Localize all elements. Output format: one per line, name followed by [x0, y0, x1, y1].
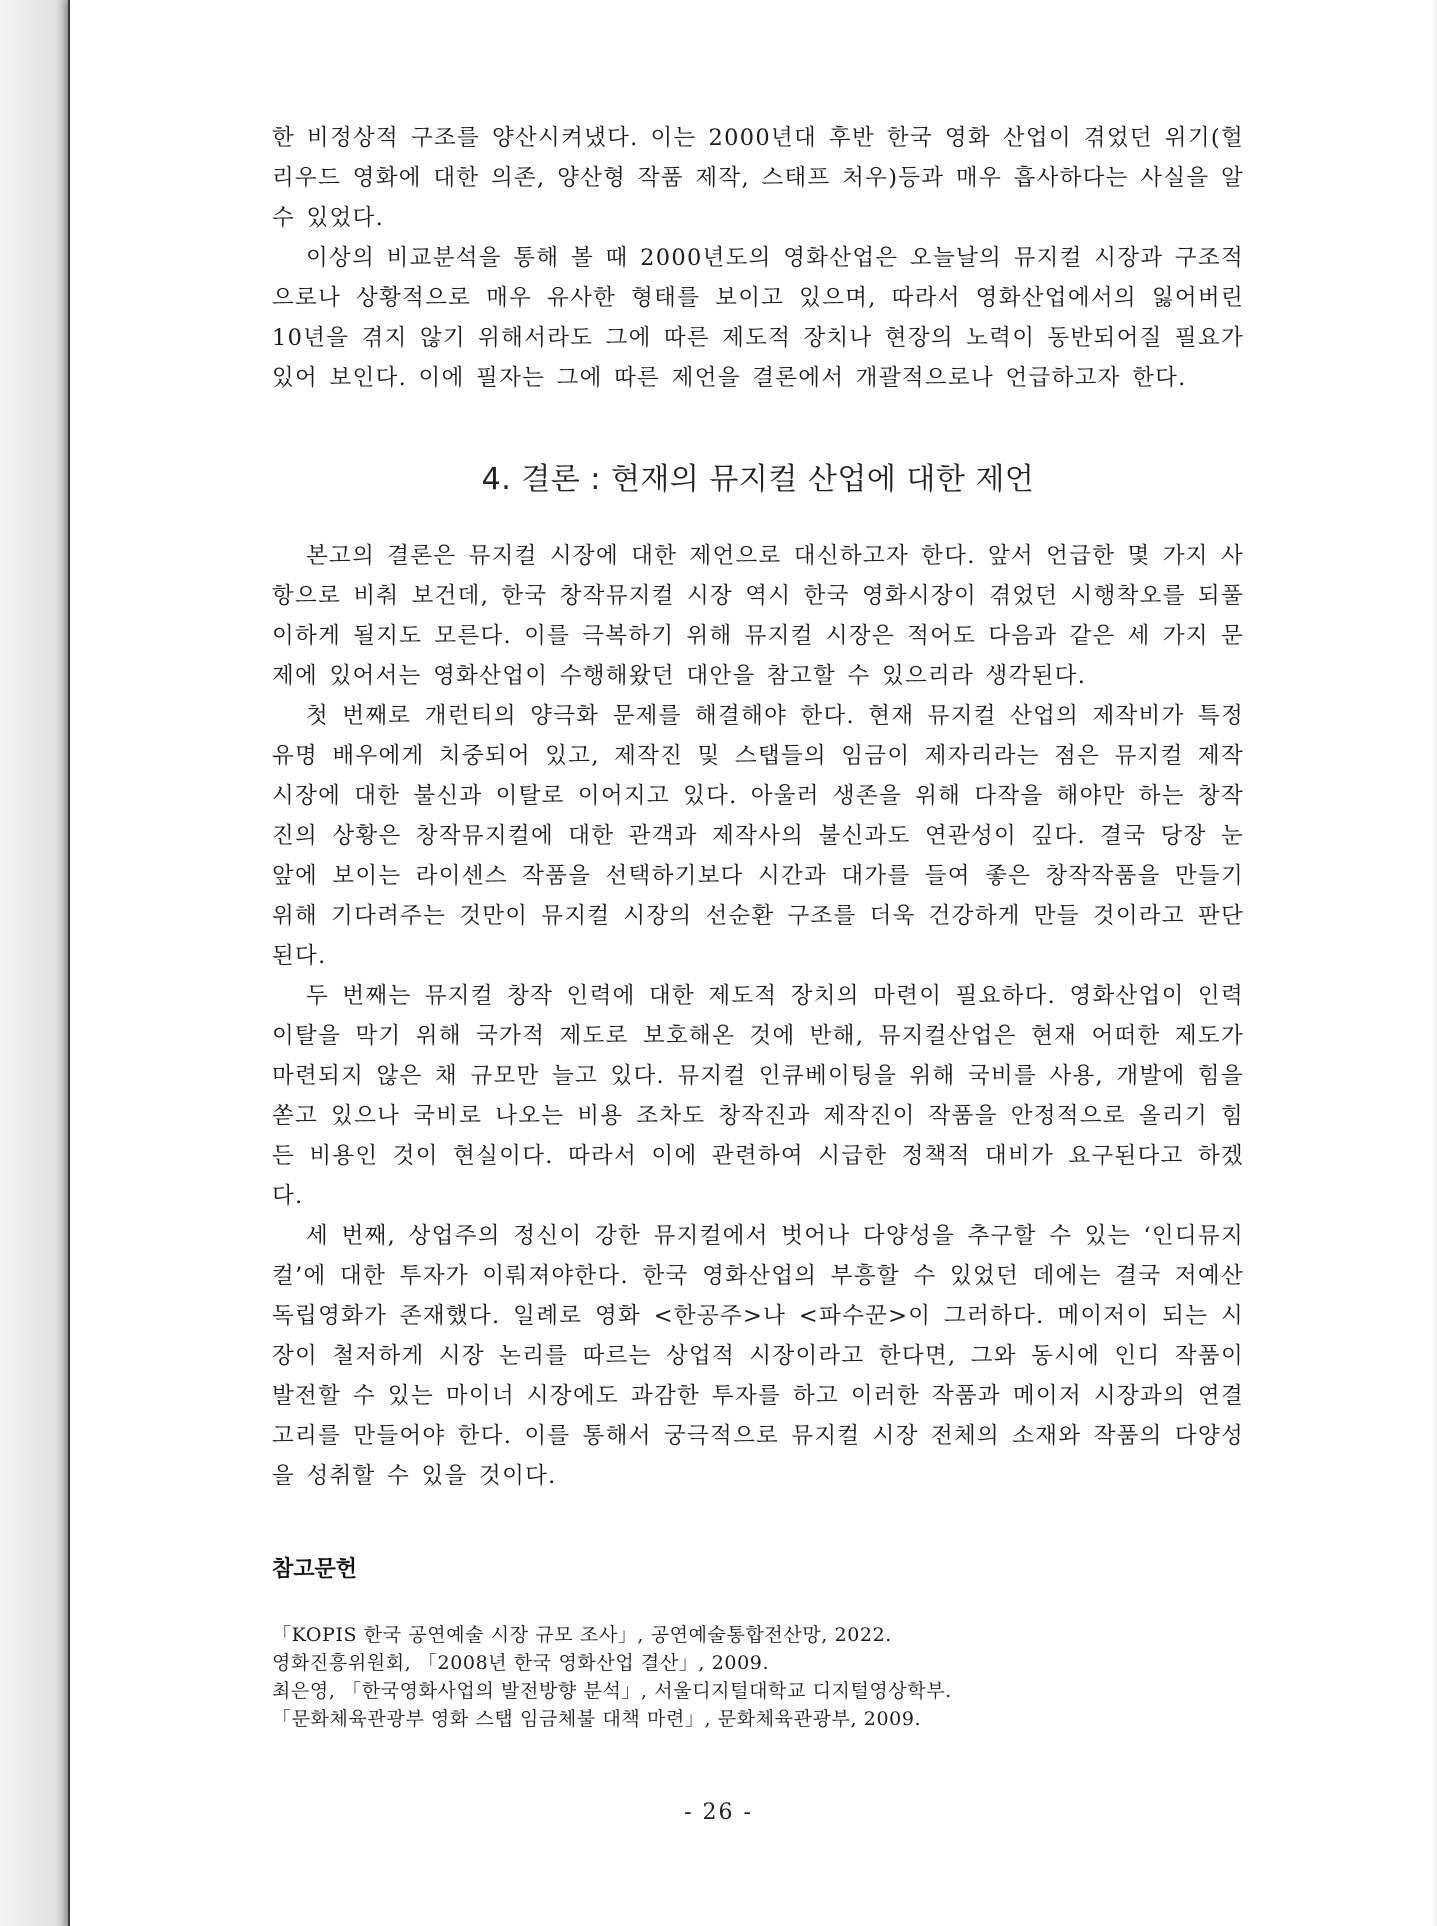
page-edge: [1433, 0, 1437, 1926]
conclusion-paragraph-4: 세 번째, 상업주의 정신이 강한 뮤지컬에서 벗어나 다양성을 추구할 수 있는 ‘인디뮤지컬’에 대한 투자가 이뤄져야한다. 한국 영화산업의 부흥할 수 있었던 데에는 결국 저예산 독립영화가 존재했다. 일례로 영화 <한공주>나 <파수꾼>이 그러하다. 메이저이 되는 시장이 철저하게 시장 논리를 따르는 상업적 시장이라고 한다면, 그와 동시에 인디 작품이 발전할 수 있는 마이너 시장에도 과감한 투자를 하고 이러한 작품과 메이저 시장과의 연결고리를 만들어야 한다. 이를 통해서 궁극적으로 뮤지컬 시장 전체의 소재와 작품의 다양성을 성취할 수 있을 것이다.: [272, 1223, 1244, 1489]
intro-paragraph-2: 이상의 비교분석을 통해 볼 때 2000년도의 영화산업은 오늘날의 뮤지컬 시장과 구조적으로나 상황적으로 매우 유사한 형태를 보이고 있으며, 따라서 영화산업에서의 잃어버린 10년을 겪지 않기 위해서라도 그에 따른 제도적 장치나 현장의 노력이 동반되어질 필요가 있어 보인다. 이에 필자는 그에 따른 제언을 결론에서 개괄적으로나 언급하고자 한다.: [272, 245, 1244, 391]
reference-item: 최은영, 「한국영화사업의 발전방향 분석」, 서울디지털대학교 디지털영상학부.: [272, 1680, 952, 1702]
intro-paragraph-1: 한 비정상적 구조를 양산시켜냈다. 이는 2000년대 후반 한국 영화 산업이 겪었던 위기(헐리우드 영화에 대한 의존, 양산형 작품 제작, 스태프 처우)등과 매우 흡사하다는 사실을 알 수 있었다.: [272, 125, 1244, 231]
references-list: [272, 1621, 1244, 1733]
reference-item: 영화진흥위원회, 「2008년 한국 영화산업 결산」, 2009.: [272, 1652, 770, 1674]
reference-item: 「문화체육관광부 영화 스탭 임금체불 대책 마련」, 문화체육관광부, 2009.: [272, 1708, 922, 1730]
conclusion-paragraph-3: 두 번째는 뮤지컬 창작 인력에 대한 제도적 장치의 마련이 필요하다. 영화산업이 인력 이탈을 막기 위해 국가적 제도로 보호해온 것에 반해, 뮤지컬산업은 현재 어떠한 제도가 마련되지 않은 채 규모만 늘고 있다. 뮤지컬 인큐베이팅을 위해 국비를 사용, 개발에 힘을 쏟고 있으나 국비로 나오는 비용 조차도 창작진과 제작진이 작품을 안정적으로 올리기 힘든 비용인 것이 현실이다. 따라서 이에 관련하여 시급한 정책적 대비가 요구된다고 하겠다.: [272, 983, 1244, 1209]
references-heading: 참고문헌: [272, 1557, 358, 1582]
section-title: 4. 결론 : 현재의 뮤지컬 산업에 대한 제언: [481, 462, 1035, 497]
page-content: [272, 118, 1244, 1733]
book-spine-shadow: [0, 0, 68, 1926]
conclusion-paragraph-1: 본고의 결론은 뮤지컬 시장에 대한 제언으로 대신하고자 한다. 앞서 언급한 몇 가지 사항으로 비춰 보건데, 한국 창작뮤지컬 시장 역시 한국 영화시장이 겪었던 시행착오를 되풀이하게 될지도 모른다. 이를 극복하기 위해 뮤지컬 시장은 적어도 다음과 같은 세 가지 문제에 있어서는 영화산업이 수행해왔던 대안을 참고할 수 있으리라 생각된다.: [272, 543, 1244, 689]
reference-item: 「KOPIS 한국 공연예술 시장 규모 조사」, 공연예술통합전산망, 2022.: [272, 1624, 892, 1646]
conclusion-paragraph-2: 첫 번째로 개런티의 양극화 문제를 해결해야 한다. 현재 뮤지컬 산업의 제작비가 특정 유명 배우에게 치중되어 있고, 제작진 및 스탭들의 임금이 제자리라는 점은 뮤지컬 제작 시장에 대한 불신과 이탈로 이어지고 있다. 아울러 생존을 위해 다작을 해야만 하는 창작진의 상황은 창작뮤지컬에 대한 관객과 제작사의 불신과도 연관성이 깊다. 결국 당장 눈 앞에 보이는 라이센스 작품을 선택하기보다 시간과 대가를 들여 좋은 창작작품을 만들기 위해 기다려주는 것만이 뮤지컬 시장의 선순환 구조를 더욱 건강하게 만들 것이라고 판단된다.: [272, 703, 1244, 969]
page-number: - 26 -: [684, 1800, 753, 1825]
